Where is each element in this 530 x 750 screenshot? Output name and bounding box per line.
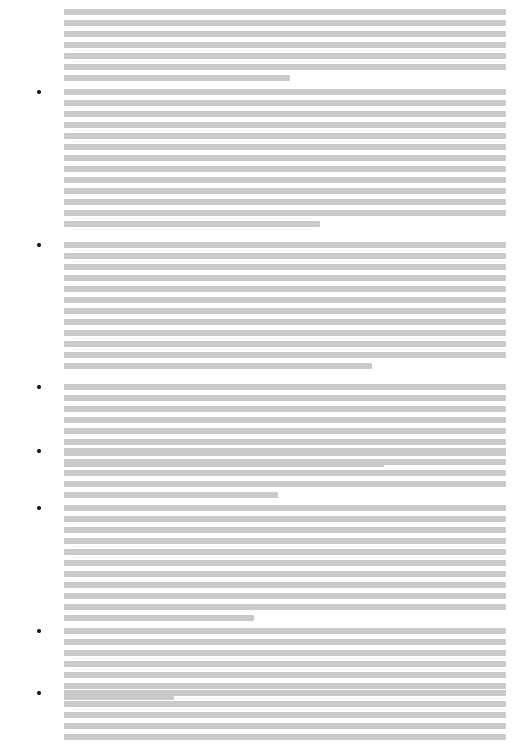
bullet <box>37 691 41 695</box>
paragraph-2 <box>0 86 530 234</box>
bullet <box>37 243 41 247</box>
paragraph-8 <box>0 687 530 747</box>
paragraph-6 <box>0 502 530 624</box>
bullet <box>37 629 41 633</box>
bullet <box>37 385 41 389</box>
paragraph-1 <box>0 6 530 84</box>
bullet <box>37 449 41 453</box>
paragraph-3 <box>0 239 530 383</box>
bullet <box>37 506 41 510</box>
bullet <box>37 90 41 94</box>
